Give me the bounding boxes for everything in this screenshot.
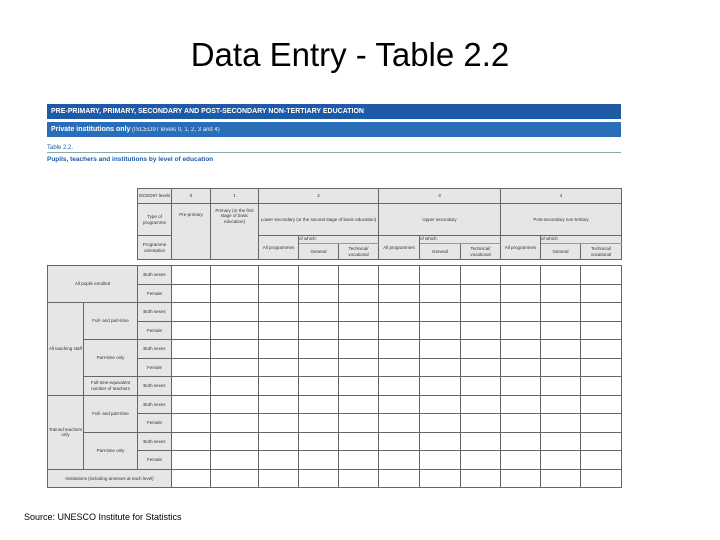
data-entry-cell[interactable] — [420, 414, 461, 433]
data-entry-cell[interactable] — [299, 414, 339, 433]
data-entry-cell[interactable] — [211, 395, 259, 414]
orientation-label: Programme orientation — [138, 236, 172, 260]
data-entry-cell[interactable] — [420, 395, 461, 414]
data-entry-cell[interactable] — [541, 432, 581, 451]
data-entry-cell[interactable] — [211, 432, 259, 451]
row-institutions: Institutions (including annexes at each level) — [48, 469, 172, 488]
data-entry-cell[interactable] — [420, 284, 461, 303]
data-entry-cell[interactable] — [211, 451, 259, 470]
sex-female: Female — [138, 451, 172, 470]
data-entry-cell[interactable] — [501, 469, 541, 488]
data-entry-cell[interactable] — [420, 303, 461, 322]
data-entry-cell[interactable] — [211, 303, 259, 322]
data-entry-cell[interactable] — [339, 321, 379, 340]
data-entry-cell[interactable] — [501, 321, 541, 340]
data-entry-cell[interactable] — [420, 377, 461, 396]
data-entry-cell[interactable] — [501, 451, 541, 470]
data-entry-cell[interactable] — [379, 321, 420, 340]
data-entry-cell[interactable] — [211, 469, 259, 488]
data-entry-cell[interactable] — [379, 377, 420, 396]
row-full-part: Full- and part-time — [84, 303, 138, 340]
data-entry-cell[interactable] — [379, 358, 420, 377]
data-entry-cell[interactable] — [299, 358, 339, 377]
data-entry-cell[interactable] — [172, 414, 211, 433]
data-entry-cell[interactable] — [581, 303, 622, 322]
source-note: Source: UNESCO Institute for Statistics — [24, 512, 182, 522]
data-entry-cell[interactable] — [379, 395, 420, 414]
data-entry-cell[interactable] — [461, 377, 501, 396]
all-programmes-3: All programmes — [379, 236, 420, 260]
data-entry-cell[interactable] — [581, 321, 622, 340]
data-entry-cell[interactable] — [420, 451, 461, 470]
data-entry-cell[interactable] — [172, 340, 211, 359]
sex-female: Female — [138, 321, 172, 340]
level-2: 2 — [259, 189, 379, 204]
data-entry-cell[interactable] — [461, 395, 501, 414]
subsection-bold: Private institutions only — [51, 126, 131, 133]
data-entry-cell[interactable] — [299, 284, 339, 303]
data-entry-cell[interactable] — [581, 284, 622, 303]
sex-both: Both sexes — [138, 377, 172, 396]
data-entry-cell[interactable] — [379, 451, 420, 470]
general-2: General — [299, 244, 339, 260]
data-entry-cell[interactable] — [461, 321, 501, 340]
row-full-part: Full- and part-time — [84, 395, 138, 432]
data-entry-cell[interactable] — [299, 451, 339, 470]
data-entry-cell[interactable] — [339, 469, 379, 488]
data-entry-cell[interactable] — [501, 432, 541, 451]
technical-3: Technical/ vocational — [461, 244, 501, 260]
data-entry-cell[interactable] — [211, 414, 259, 433]
technical-2: Technical/ vocational — [339, 244, 379, 260]
level-1: 1 — [211, 189, 259, 204]
all-programmes-4: All programmes — [501, 236, 541, 260]
data-entry-cell[interactable] — [541, 358, 581, 377]
type-pre-primary: Pre-primary — [172, 204, 211, 260]
sex-female: Female — [138, 414, 172, 433]
section-banner: PRE-PRIMARY, PRIMARY, SECONDARY AND POST-SECONDARY NON-TERTIARY EDUCATION — [47, 104, 621, 119]
data-entry-cell[interactable] — [211, 284, 259, 303]
table-header — [137, 188, 622, 260]
data-entry-cell[interactable] — [461, 414, 501, 433]
data-entry-cell[interactable] — [172, 451, 211, 470]
data-entry-cell[interactable] — [299, 377, 339, 396]
technical-4: Technical/ vocational — [581, 244, 622, 260]
table-title: Pupils, teachers and institutions by level of education — [47, 156, 214, 163]
data-entry-cell[interactable] — [379, 284, 420, 303]
data-entry-cell[interactable] — [259, 284, 299, 303]
data-entry-cell[interactable] — [581, 377, 622, 396]
data-entry-cell[interactable] — [420, 469, 461, 488]
data-entry-cell[interactable] — [461, 340, 501, 359]
sex-female: Female — [138, 284, 172, 303]
data-entry-cell[interactable] — [541, 451, 581, 470]
isced-label: ISCED97 levels — [138, 189, 172, 204]
data-entry-cell[interactable] — [172, 377, 211, 396]
data-entry-cell[interactable] — [259, 303, 299, 322]
data-entry-cell[interactable] — [541, 377, 581, 396]
sex-both: Both sexes — [138, 432, 172, 451]
of-which-3: of which: — [420, 236, 501, 244]
data-entry-cell[interactable] — [211, 340, 259, 359]
data-entry-cell[interactable] — [211, 377, 259, 396]
row-part-only: Part-time only — [84, 340, 138, 377]
data-entry-cell[interactable] — [211, 266, 259, 285]
data-entry-cell[interactable] — [581, 432, 622, 451]
data-entry-cell[interactable] — [581, 395, 622, 414]
data-entry-cell[interactable] — [211, 321, 259, 340]
data-entry-cell[interactable] — [501, 414, 541, 433]
data-entry-cell[interactable] — [420, 340, 461, 359]
data-entry-cell[interactable] — [299, 321, 339, 340]
data-entry-cell[interactable] — [501, 340, 541, 359]
data-entry-cell[interactable] — [259, 451, 299, 470]
data-entry-cell[interactable] — [339, 358, 379, 377]
row-teaching-staff: All teaching staff — [48, 303, 84, 396]
of-which-2: of which: — [299, 236, 379, 244]
type-primary: Primary (or the first stage of basic education) — [211, 204, 259, 260]
data-entry-cell[interactable] — [501, 284, 541, 303]
data-entry-cell[interactable] — [259, 358, 299, 377]
data-entry-cell[interactable] — [172, 358, 211, 377]
data-entry-cell[interactable] — [299, 340, 339, 359]
row-trained: Trained teachers only — [48, 395, 84, 469]
data-entry-cell[interactable] — [461, 266, 501, 285]
subsection-levels: (ISCED97 levels 0, 1, 2, 3 and 4) — [130, 127, 220, 133]
data-entry-cell[interactable] — [541, 303, 581, 322]
data-entry-cell[interactable] — [259, 377, 299, 396]
type-label: Type of programme — [138, 204, 172, 236]
data-entry-cell[interactable] — [379, 340, 420, 359]
data-entry-cell[interactable] — [461, 303, 501, 322]
of-which-4: of which: — [541, 236, 622, 244]
data-entry-cell[interactable] — [581, 414, 622, 433]
data-entry-cell[interactable] — [379, 266, 420, 285]
data-entry-cell[interactable] — [541, 321, 581, 340]
data-entry-cell[interactable] — [259, 395, 299, 414]
data-entry-cell[interactable] — [339, 284, 379, 303]
data-entry-cell[interactable] — [501, 377, 541, 396]
general-3: General — [420, 244, 461, 260]
data-entry-cell[interactable] — [581, 451, 622, 470]
data-entry-cell[interactable] — [581, 266, 622, 285]
data-entry-cell[interactable] — [379, 432, 420, 451]
data-entry-cell[interactable] — [339, 377, 379, 396]
data-entry-cell[interactable] — [379, 469, 420, 488]
level-3: 3 — [379, 189, 501, 204]
data-entry-cell[interactable] — [541, 414, 581, 433]
sex-both: Both sexes — [138, 395, 172, 414]
data-entry-cell[interactable] — [259, 321, 299, 340]
data-entry-cell[interactable] — [581, 469, 622, 488]
data-entry-cell[interactable] — [299, 266, 339, 285]
sex-both: Both sexes — [138, 266, 172, 285]
data-entry-cell[interactable] — [420, 321, 461, 340]
data-entry-cell[interactable] — [420, 432, 461, 451]
data-entry-cell[interactable] — [461, 469, 501, 488]
data-entry-cell[interactable] — [461, 284, 501, 303]
table-body — [47, 265, 622, 488]
row-fte: Full-time-equivalent number of teachers — [84, 377, 138, 396]
data-entry-cell[interactable] — [379, 414, 420, 433]
data-entry-cell[interactable] — [259, 340, 299, 359]
row-part-only: Part-time only — [84, 432, 138, 469]
data-entry-cell[interactable] — [172, 395, 211, 414]
sex-female: Female — [138, 358, 172, 377]
data-entry-cell[interactable] — [379, 303, 420, 322]
data-entry-cell[interactable] — [461, 432, 501, 451]
data-entry-cell[interactable] — [211, 358, 259, 377]
data-entry-cell[interactable] — [541, 266, 581, 285]
general-4: General — [541, 244, 581, 260]
data-entry-cell[interactable] — [501, 358, 541, 377]
data-entry-cell[interactable] — [339, 266, 379, 285]
data-entry-cell[interactable] — [339, 395, 379, 414]
data-entry-cell[interactable] — [541, 340, 581, 359]
data-entry-cell[interactable] — [172, 284, 211, 303]
data-entry-cell[interactable] — [339, 432, 379, 451]
data-entry-cell[interactable] — [541, 395, 581, 414]
data-entry-cell[interactable] — [541, 469, 581, 488]
data-entry-cell[interactable] — [339, 451, 379, 470]
type-post-secondary: Post-secondary non-tertiary — [501, 204, 622, 236]
data-entry-cell[interactable] — [172, 432, 211, 451]
data-entry-cell[interactable] — [299, 303, 339, 322]
data-entry-cell[interactable] — [420, 358, 461, 377]
data-entry-cell[interactable] — [339, 303, 379, 322]
data-entry-cell[interactable] — [299, 395, 339, 414]
data-entry-cell[interactable] — [461, 451, 501, 470]
data-entry-cell[interactable] — [259, 469, 299, 488]
row-all-pupils: All pupils enrolled — [48, 266, 138, 303]
data-entry-cell[interactable] — [501, 266, 541, 285]
level-0: 0 — [172, 189, 211, 204]
data-entry-cell[interactable] — [461, 358, 501, 377]
data-entry-cell[interactable] — [172, 321, 211, 340]
table-label: Table 2.2. — [47, 145, 621, 153]
subsection-banner — [47, 122, 621, 137]
sex-both: Both sexes — [138, 303, 172, 322]
data-entry-cell[interactable] — [259, 432, 299, 451]
data-entry-cell[interactable] — [172, 469, 211, 488]
data-entry-cell[interactable] — [172, 266, 211, 285]
type-upper-secondary: Upper secondary — [379, 204, 501, 236]
all-programmes-2: All programmes — [259, 236, 299, 260]
data-entry-cell[interactable] — [299, 469, 339, 488]
data-entry-cell[interactable] — [541, 284, 581, 303]
data-entry-cell[interactable] — [420, 266, 461, 285]
level-4: 4 — [501, 189, 622, 204]
sex-both: Both sexes — [138, 340, 172, 359]
data-entry-cell[interactable] — [501, 303, 541, 322]
data-entry-cell[interactable] — [172, 303, 211, 322]
data-entry-cell[interactable] — [259, 414, 299, 433]
data-entry-cell[interactable] — [299, 432, 339, 451]
data-entry-cell[interactable] — [581, 358, 622, 377]
type-lower-secondary: Lower secondary (or the second stage of basic education) — [259, 204, 379, 236]
page-title: Data Entry - Table 2.2 — [190, 36, 510, 73]
data-entry-cell[interactable] — [259, 266, 299, 285]
data-entry-cell[interactable] — [581, 340, 622, 359]
data-entry-cell[interactable] — [339, 340, 379, 359]
data-entry-cell[interactable] — [501, 395, 541, 414]
data-entry-cell[interactable] — [339, 414, 379, 433]
